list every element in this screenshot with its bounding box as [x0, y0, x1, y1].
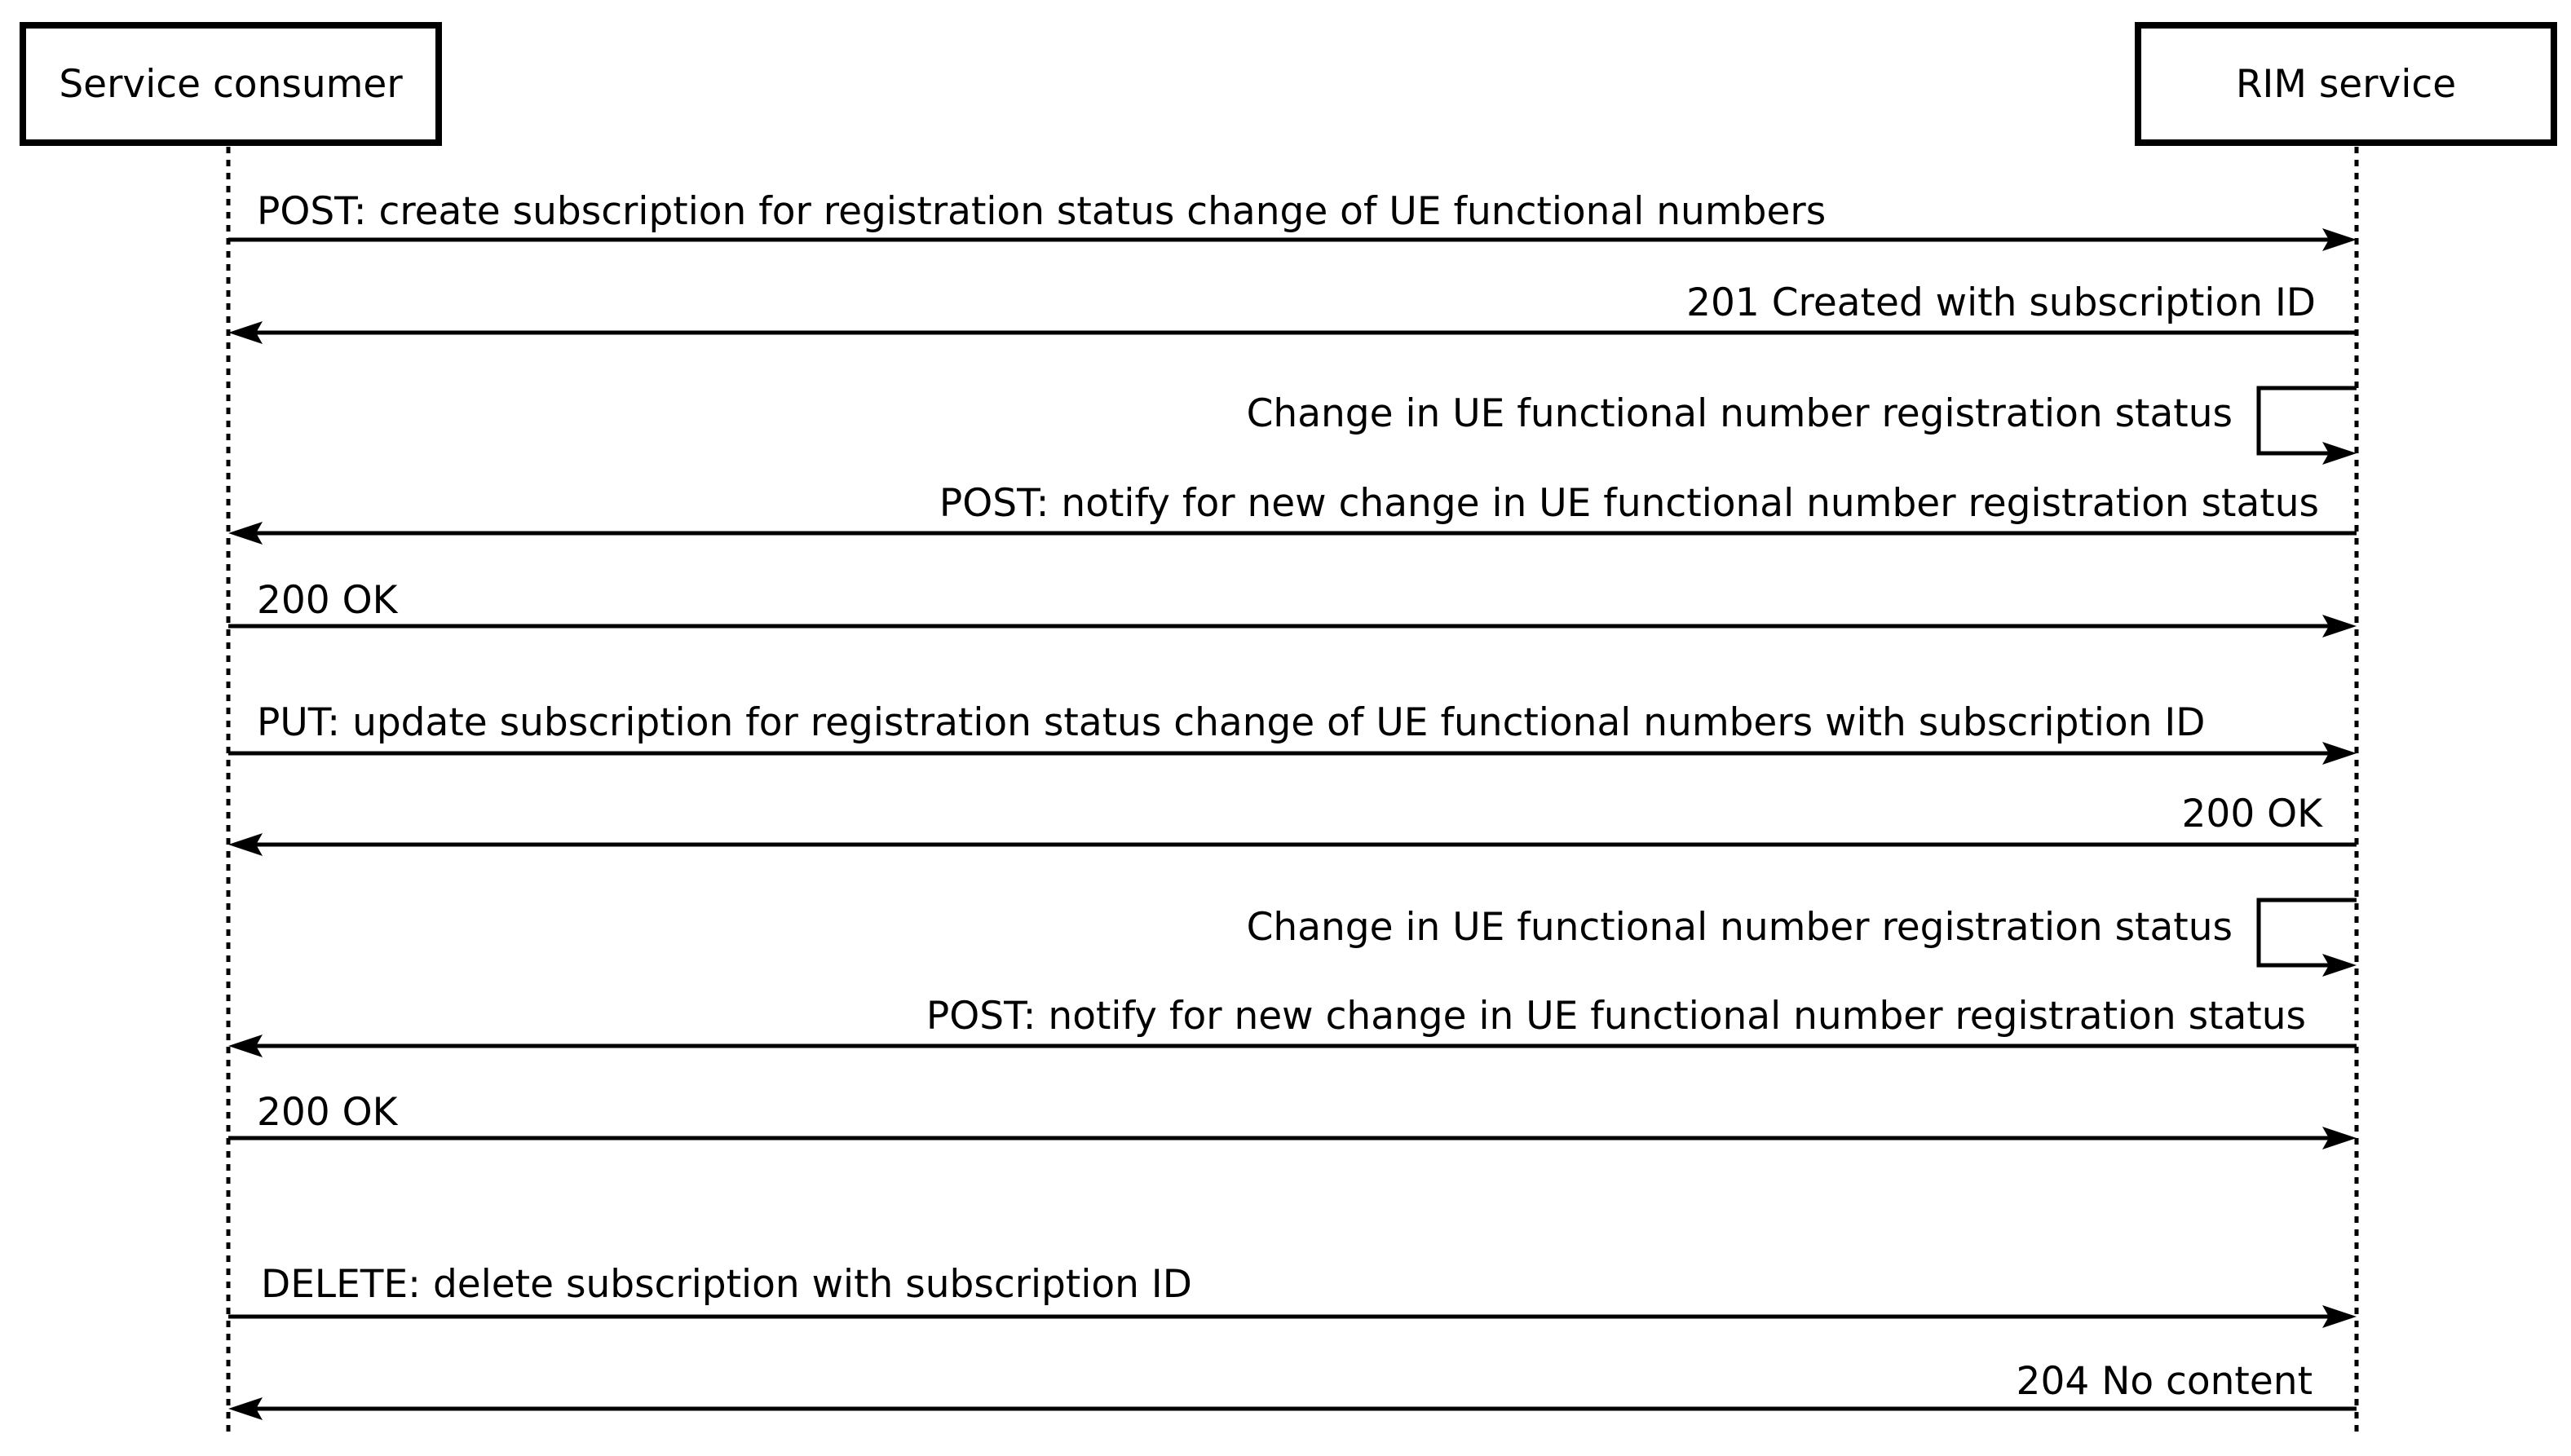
message-label: DELETE: delete subscription with subscription ID — [261, 1262, 1192, 1307]
message-label: 204 No content — [2016, 1359, 2313, 1404]
message-self-status-change-1 — [1247, 388, 2357, 465]
message-delete-subscription — [228, 1262, 2357, 1328]
message-label: POST: create subscription for registration status change of UE functional numbers — [257, 189, 1827, 234]
message-no-content — [228, 1359, 2357, 1420]
message-created-response — [228, 280, 2357, 344]
message-label: Change in UE functional number registration status — [1246, 391, 2233, 436]
message-label: 200 OK — [2181, 792, 2322, 836]
message-label: POST: notify for new change in UE functional number registration status — [939, 481, 2319, 526]
message-self-status-change-2 — [1247, 900, 2357, 977]
message-label: 200 OK — [257, 1090, 398, 1135]
message-create-subscription — [228, 189, 2357, 251]
message-ok-1 — [228, 578, 2357, 638]
message-label: 200 OK — [257, 578, 398, 623]
message-ok-3 — [228, 1090, 2357, 1149]
participant-label: Service consumer — [59, 62, 403, 107]
message-label: Change in UE functional number registration status — [1246, 905, 2233, 950]
participant-label: RIM service — [2235, 62, 2457, 107]
message-ok-2 — [228, 792, 2357, 856]
message-update-subscription — [228, 700, 2357, 765]
message-notify-2 — [228, 994, 2357, 1057]
participant-service-consumer — [23, 25, 439, 143]
message-notify-1 — [228, 481, 2357, 545]
message-label: 201 Created with subscription ID — [1686, 280, 2316, 325]
message-label: POST: notify for new change in UE functional number registration status — [925, 994, 2306, 1039]
message-label: PUT: update subscription for registration status change of UE functional numbers with subscription ID — [257, 700, 2206, 745]
participant-rim-service — [2138, 25, 2554, 143]
